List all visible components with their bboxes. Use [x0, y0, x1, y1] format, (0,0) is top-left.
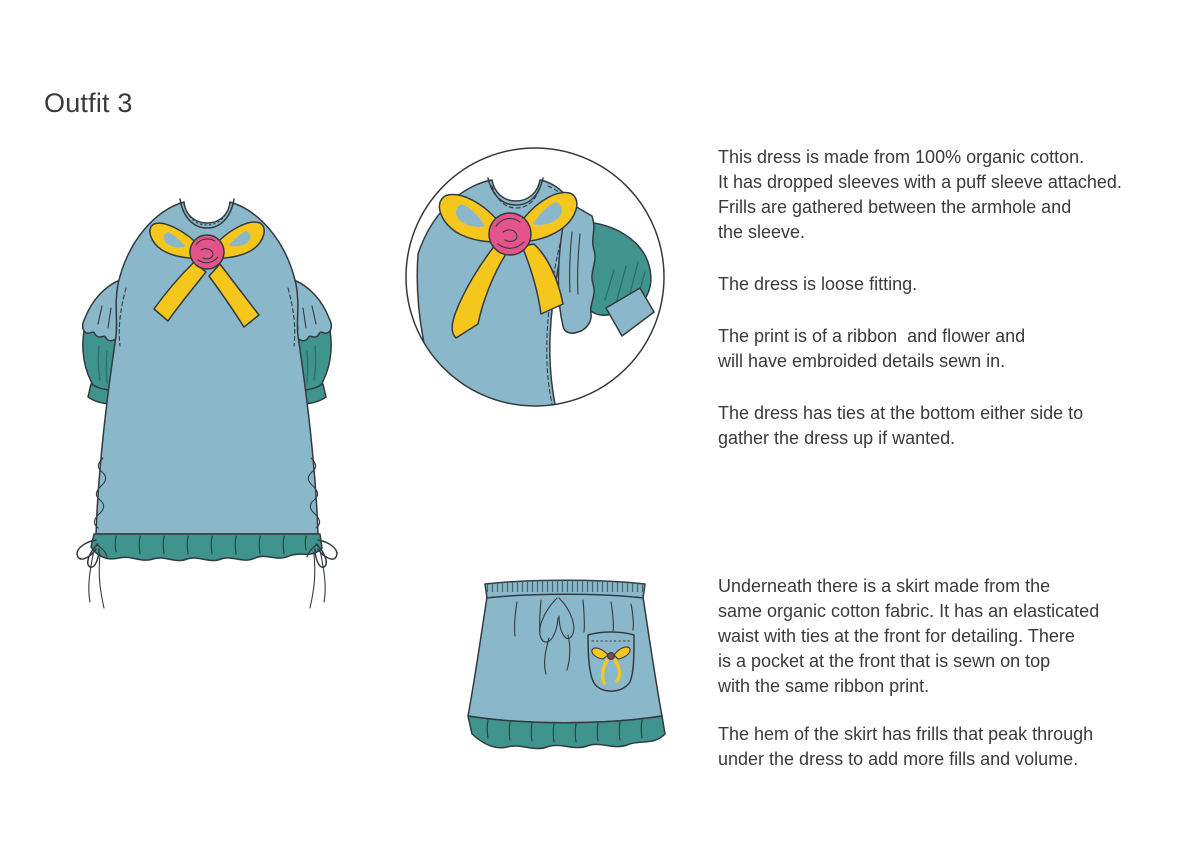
flower-print [190, 235, 224, 269]
dress-paragraph-fit: The dress is loose fitting. [718, 274, 918, 294]
neckline-detail-illustration [400, 142, 670, 412]
dress-description [718, 145, 1196, 451]
pocket-bow-knot [608, 653, 615, 660]
skirt-front-illustration [455, 578, 675, 758]
dress-paragraph-ties: The dress has ties at the bottom either side to gather the dress up if wanted. [718, 403, 1084, 448]
skirt-description [718, 574, 1196, 795]
skirt-pocket [588, 632, 634, 691]
skirt-paragraph-details: Underneath there is a skirt made from the same organic cotton fabric. It has an elasticated waist with ties at the front for detailing. There is a pocket at the front that is sewn on top with the same ribbon print. [718, 576, 1100, 696]
skirt-front-drawing [455, 578, 675, 758]
page-title: Outfit 3 [44, 88, 133, 119]
skirt-paragraph-hem: The hem of the skirt has frills that peak through under the dress to add more fills and volume. [718, 724, 1094, 769]
dress-paragraph-materials: This dress is made from 100% organic cotton. It has dropped sleeves with a puff sleeve attached. Frills are gathered between the armhole and the sleeve. [718, 147, 1122, 242]
dress-front-drawing [72, 188, 342, 618]
dress-paragraph-print: The print is of a ribbon and flower and will have embroided details sewn in. [718, 326, 1026, 371]
hem-frill [91, 534, 322, 561]
detail-zoom-drawing [400, 142, 670, 412]
dress-front-illustration [72, 188, 342, 618]
